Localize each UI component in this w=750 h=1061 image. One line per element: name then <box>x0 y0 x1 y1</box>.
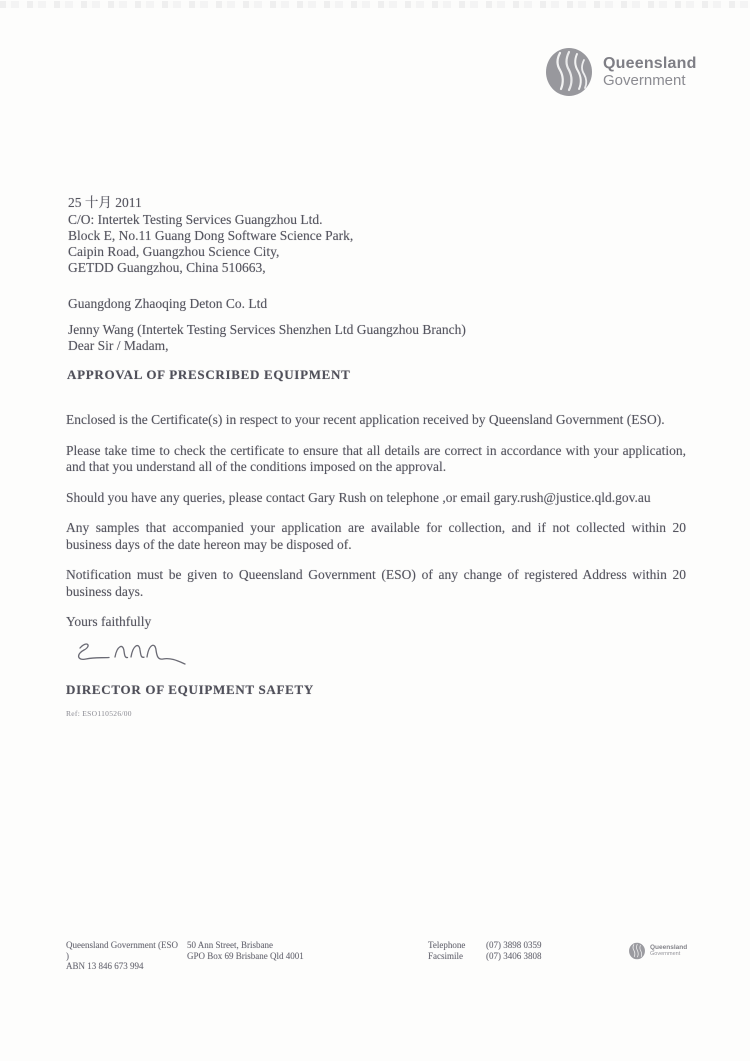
scan-artifact <box>0 1 750 8</box>
footer-contact-block <box>428 940 542 961</box>
recipient-line: GETDD Guangzhou, China 510663, <box>68 260 266 275</box>
paragraph: Please take time to check the certificate to ensure that all details are correct in accordance with your application, and that you understand all of the conditions imposed on the approval. <box>66 442 686 474</box>
footer-address-block <box>66 940 304 972</box>
footer-org-line: Queensland Government (ESO <box>66 940 178 950</box>
closing: Yours faithfully <box>66 614 152 629</box>
paragraph: Any samples that accompanied your application are available for collection, and if not collected within 20 business days of the date hereon may be disposed of. <box>66 520 686 552</box>
company-name: Guangdong Zhaoqing Deton Co. Ltd <box>68 296 268 311</box>
facsimile-value: (07) 3406 3808 <box>486 950 542 961</box>
signature-icon <box>70 634 190 676</box>
logo-emblem-icon <box>543 46 595 98</box>
footer-logo-text-government: Government <box>650 950 681 957</box>
recipient-line: Caipin Road, Guangzhou Science City, <box>68 244 280 259</box>
subject-heading: APPROVAL OF PRESCRIBED EQUIPMENT <box>67 367 351 382</box>
salutation: Dear Sir / Madam, <box>68 338 169 353</box>
letter-date: 25 十月 2011 <box>68 195 142 210</box>
logo-text-queensland: Queensland <box>603 55 697 72</box>
queensland-government-logo <box>543 46 697 98</box>
footer-street: 50 Ann Street, Brisbane <box>187 940 273 950</box>
reference-number: Ref: ESO110526/00 <box>66 709 132 718</box>
letter-body <box>66 412 686 645</box>
footer-logo-text-queensland: Queensland <box>650 944 688 951</box>
signatory-title: DIRECTOR OF EQUIPMENT SAFETY <box>66 682 314 697</box>
attention-block <box>68 322 466 354</box>
paragraph: Enclosed is the Certificate(s) in respect to your recent application received by Queensland Government (ESO). <box>66 412 665 427</box>
footer-queensland-logo <box>628 942 687 960</box>
paragraph: Notification must be given to Queensland Government (ESO) of any change of registered Address within 20 business days. <box>66 567 686 599</box>
facsimile-label: Facsimile <box>428 950 463 961</box>
telephone-value: (07) 3898 0359 <box>486 940 542 950</box>
paragraph: Should you have any queries, please contact Gary Rush on telephone ,or email gary.rush@justice.qld.gov.au <box>66 489 651 505</box>
recipient-address-block <box>68 212 353 276</box>
recipient-line: Block E, No.11 Guang Dong Software Science Park, <box>68 228 354 243</box>
footer-org-line: ) <box>66 950 69 961</box>
signature <box>70 634 190 681</box>
telephone-label: Telephone <box>428 940 466 950</box>
footer-logo-emblem-icon <box>628 942 646 960</box>
footer-postal: GPO Box 69 Brisbane Qld 4001 <box>187 950 304 961</box>
logo-text-government: Government <box>603 72 686 89</box>
attention-line: Jenny Wang (Intertek Testing Services Shenzhen Ltd Guangzhou Branch) <box>68 322 466 337</box>
recipient-line: C/O: Intertek Testing Services Guangzhou Ltd. <box>68 212 323 227</box>
footer-abn: ABN 13 846 673 994 <box>66 961 144 971</box>
